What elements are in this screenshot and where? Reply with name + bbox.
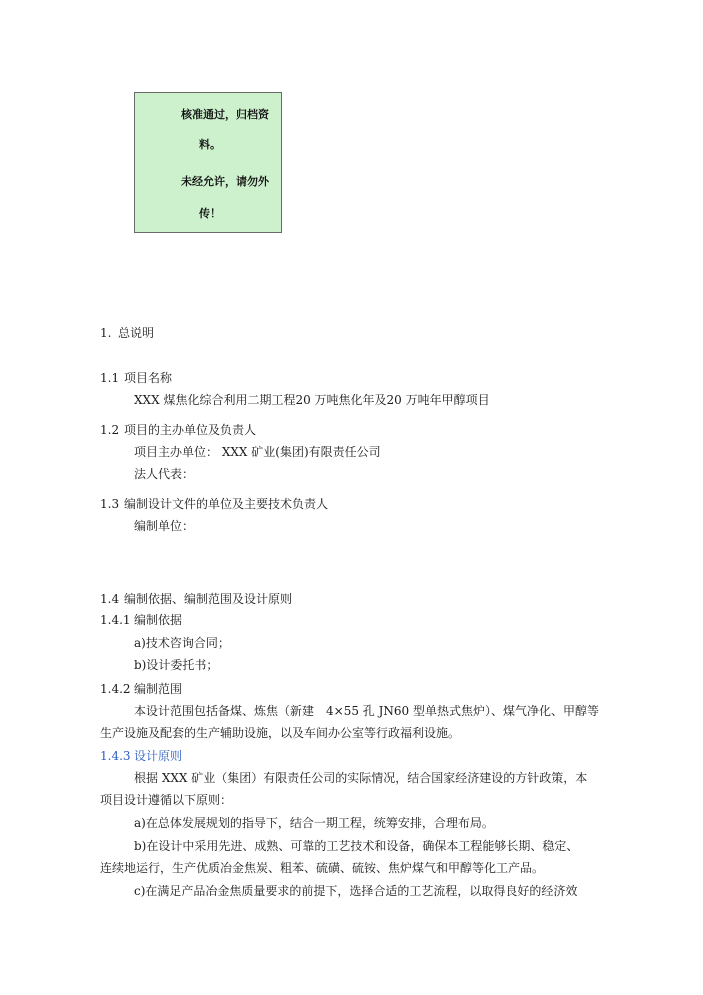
section-1-4-1-title: 编制依据 [134,613,183,627]
section-1-4-number: 1.4 [100,592,120,606]
section-1-4-3-number: 1.4.3 [100,749,131,763]
project-name: XXX 煤焦化综合利用二期工程20 万吨焦化年及20 万吨年甲醇项目 [134,393,490,407]
section-1-3-number: 1.3 [100,497,120,511]
section-1-4-1-number: 1.4.1 [100,613,131,627]
sponsor-unit: 项目主办单位： XXX 矿业(集团)有限责任公司 [134,445,381,459]
scope-paragraph-line-1: 本设计范围包括备煤、炼焦（新建 4×55 孔 JN60 型单热式焦炉）、煤气净化、甲醇等 [134,704,599,718]
section-1-2-number: 1.2 [100,423,120,437]
section-1-number: 1. [100,326,112,340]
section-1-title: 总说明 [118,326,155,340]
basis-item-a: a)技术咨询合同； [134,636,230,650]
legal-representative: 法人代表： [134,467,195,481]
section-1-4-2-title: 编制范围 [134,682,183,696]
section-1-1-number: 1.1 [100,371,120,385]
section-1-4-3-title: 设计原则 [134,749,183,763]
basis-item-b: b)设计委托书； [134,658,219,672]
principle-b-line-1: b)在设计中采用先进、成熟、可靠的工艺技术和设备，确保本工程能够长期、稳定、 [134,839,579,853]
principle-c-line-1: c)在满足产品冶金焦质量要求的前提下，选择合适的工艺流程，以取得良好的经济效 [134,884,578,898]
section-1-3-title: 编制设计文件的单位及主要技术负责人 [124,497,329,511]
notice-line-1: 核准通过，归档资 [181,108,269,121]
principle-a: a)在总体发展规划的指导下，结合一期工程，统筹安排，合理布局。 [134,816,494,830]
section-1-1-title: 项目名称 [124,371,173,385]
section-1-4-2-number: 1.4.2 [100,682,131,696]
principles-intro-line-1: 根据 XXX 矿业（集团）有限责任公司的实际情况，结合国家经济建设的方针政策，本 [134,771,588,785]
compiling-unit: 编制单位： [134,519,195,533]
scope-paragraph-line-2: 生产设施及配套的生产辅助设施，以及车间办公室等行政福利设施。 [100,726,461,740]
notice-line-2: 料。 [199,138,221,151]
notice-line-4: 传！ [199,207,221,220]
approval-notice-box [134,92,282,233]
principle-b-line-2: 连续地运行，生产优质冶金焦炭、粗苯、硫磺、硫铵、焦炉煤气和甲醇等化工产品。 [100,861,545,875]
section-1-4-title: 编制依据、编制范围及设计原则 [124,592,293,606]
section-1-2-title: 项目的主办单位及负责人 [124,423,257,437]
notice-line-3: 未经允许，请勿外 [181,175,269,188]
principles-intro-line-2: 项目设计遵循以下原则： [100,793,233,807]
